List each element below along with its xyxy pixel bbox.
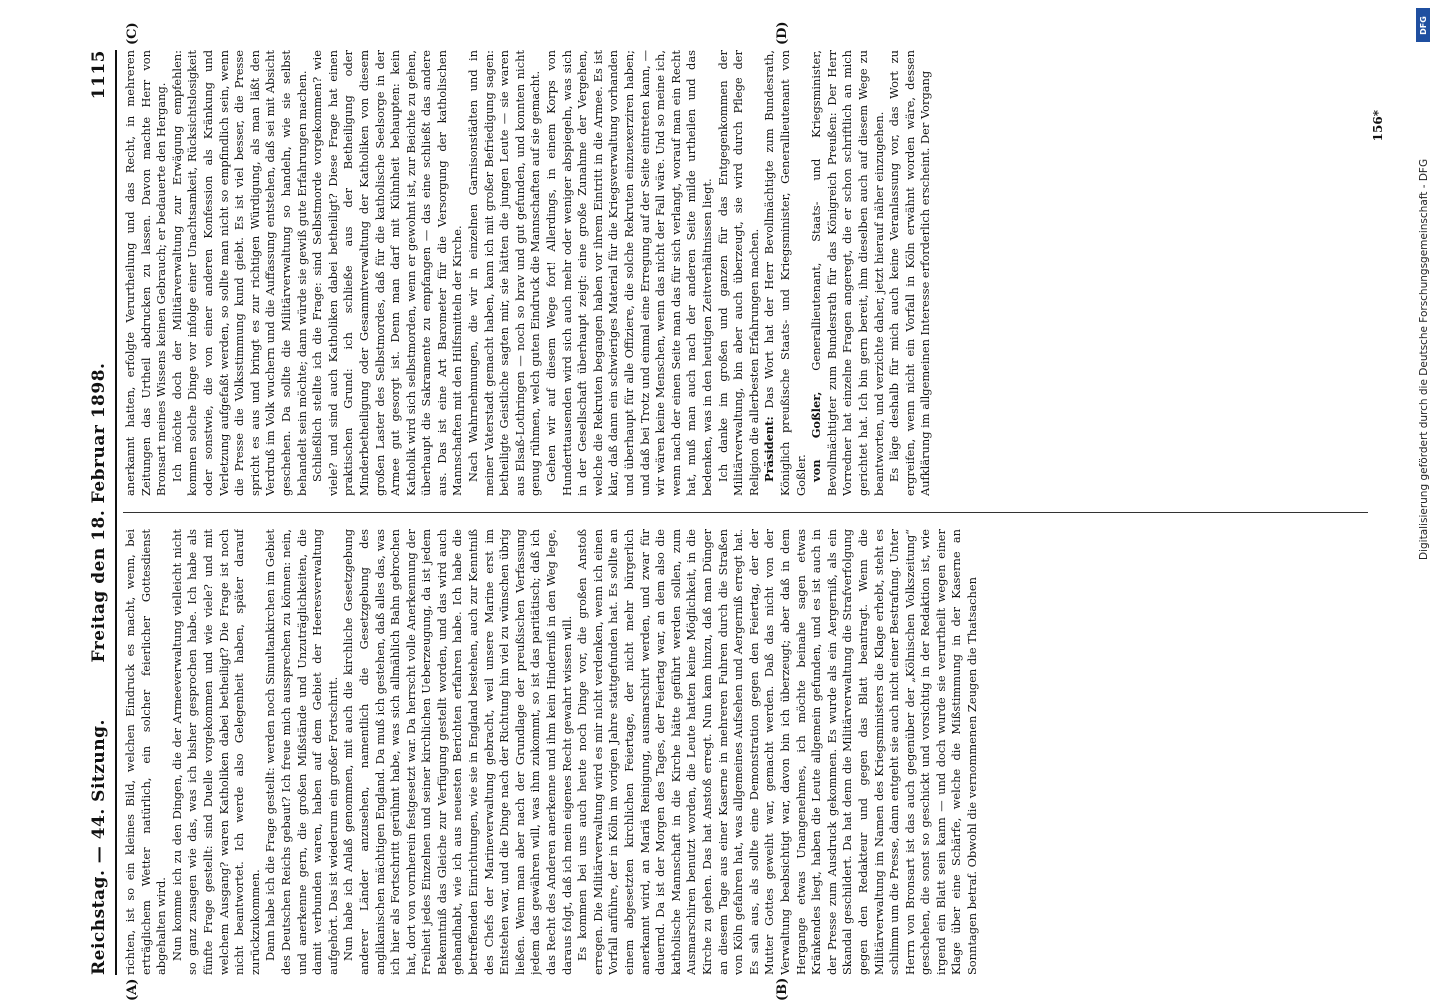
paragraph: Nach Wahrnehmungen, die wir in einzelnen Garnisonstädten und in meiner Vaterstadt gemacht haben, kann ich mit großer Befriedigung sagen: betheiligte Geistliche sagten mir, sie hätten die jungen Leute — sie waren aus Elsaß-Lothringen — noch so brav und gut gefunden, und konnten nicht genug rühmen, welch guten Eindruck die Mannschaften auf sie gemacht. [466, 50, 543, 496]
digitization-credit: Digitalisierung gefördert durch die Deutsche Forschungsgemeinschaft - DFG [1418, 158, 1430, 560]
header-date: Freitag den 18. Februar 1898. [89, 362, 109, 663]
paragraph: Ich danke im großen und ganzen für das Entgegenkommen der Militärverwaltung, bin aber auch überzeugt, sie wird durch Pflege der Religion die allerbesten Erfahrungen machen. [715, 50, 761, 496]
margin-mark-d: (D) [775, 21, 790, 45]
paragraph: Schließlich stellte ich die Frage: sind Selbstmorde vorgekommen? wie viele? und sind auch Katholiken dabei betheiligt? Diese Frage hat einen praktischen Grund: ich schließe aus der Betheiligung oder Minderbetheiligung oder Gesammtverwaltung der Katholiken von diesem großen Laster des Selbstmordes, daß für die katholische Seelsorge in der Armee gut gesorgt ist. Denn man darf mit Kühnheit behaupten: kein Katholik wird sich selbstmorden, wenn er gewohnt ist, zur Beichte zu gehen, überhaupt die Sakramente zu empfangen — das eine schließt das andere aus. Das ist eine Art Barometer für die Versorgung der katholischen Mannschaften mit den Hilfsmitteln der Kirche. [310, 50, 465, 496]
paragraph: richten, ist so ein kleines Bild, welchen Eindruck es macht, wenn, bei erträglichem Wetter natürlich, ein solcher feierlicher Gottesdienst abgehalten wird. [123, 529, 169, 975]
margin-mark-a: (A) [125, 978, 140, 1001]
paragraph: Nun komme ich zu den Dingen, die der Armeeverwaltung vielleicht nicht so ganz zusagen wie das, was ich bisher gesprochen habe. Ich habe als fünfte Frage gestellt: sind Duelle vorgekommen und wie viele? und mit welchem Ausgang? waren Katholiken dabei betheiligt? Die Frage ist noch nicht beantwortet. Ich werde also Gelegenheit haben, später darauf zurückzukommen. [169, 529, 262, 975]
header-left: Reichstag. — 44. Sitzung. [89, 719, 109, 975]
dfg-logo-icon: DFG [1416, 8, 1430, 42]
rotated-page [85, 21, 1385, 1001]
page-number: 1115 [89, 50, 109, 100]
speaker-label: Präsident: [762, 416, 777, 482]
margin-mark-c: (C) [125, 22, 140, 45]
paragraph: Ich möchte doch der Militärverwaltung zur Erwägung empfehlen: kommen solche Dinge vor infolge einer Unachtsamkeit, Rücksichtslosigkeit oder sonstwie, die von einer anderen Konfession als Kränkung und Verletzung aufgefaßt werden, so sollte man nicht so empfindlich sein, wenn die Presse die Volksstimmung kund giebt. Es ist viel besser, die Presse spricht es aus und bringt es zur richtigen Würdigung, als man läßt den Verdruß im Volk wuchern und die Auffassung entstehen, daß sei mit Absicht geschehen. Da sollte die Militärverwaltung so handeln, wie sie selbst behandelt sein möchte; dann würde sie gewiß gute Erfahrungen machen. [169, 50, 309, 496]
speaker-text: Das Wort hat der Herr Bevollmächtigte zum Bundesrath, Königlich preußische Staats- und Kriegsminister, Generallieutenant von Goßler. [762, 50, 808, 496]
paragraph: Es kommen bei uns auch heute noch Dinge vor, die großen Anstoß erregen. Die Militärverwaltung wird es mir nicht verdenken, wenn ich einen Vorfall anführe, der in Köln im vorigen Jahre stattgefunden hat. Es sollte an einem abgesetzten kirchlichen Feiertage, der nicht mehr bürgerlich anerkannt wird, an Mariä Reinigung, ausmarschirt werden, und zwar für dauernd. Da ist der Morgen des Tages, der Feiertag war, an dem also die katholische Mannschaft in die Kirche hätte geführt werden sollen, zum Ausmarschiren benutzt worden, die Leute hatten keine Möglichkeit, in die Kirche zu gehen. Das hat Anstoß erregt. Nun kam hinzu, daß man Dünger an diesem Tage aus einer Kaserne in mehreren Fuhren durch die Straßen von Köln gefahren hat, was allgemeines Aufsehen und Aergerniß erregt hat. Es sah aus, als sollte eine Demonstration gegen den Feiertag, der der Mutter Gottes geweiht war, gemacht werden. Daß das nicht von der Verwaltung beabsichtigt war, davon bin ich überzeugt; aber daß in dem Hergange etwas Unangenehmes, ich möchte beinahe sagen etwas Kränkendes liegt, haben die Leute allgemein gefunden, und es ist auch in der Presse zum Ausdruck gekommen. Es wurde als ein Aergerniß, als ein Skandal geschildert. Da hat denn die Militärverwaltung die Strafverfolgung gegen den Redakteur und gegen das Blatt beantragt. Wenn die Militärverwaltung im Namen des Kriegsministers die Klage erhebt, steht es schlimm um die Presse, dann entgeht sie auch nicht einer Bestrafung. Unter Herrn von Bronsart ist das auch gegenüber der „Kölnischen Volkszeitung“ geschehen, die sonst so geschickt und vorsichtig in der Redaktion ist, wie irgend ein Blatt sein kann — und doch wurde sie verurtheilt wegen einer Klage über eine Schärfe, welche die Mißstimmung in der Kaserne an Sonntagen betraf. Obwohl die vernommenen Zeugen die Thatsachen [575, 529, 980, 975]
page-header [85, 50, 113, 975]
paragraph: anerkannt hatten, erfolgte Verurtheilung und das Recht, in mehreren Zeitungen das Urtheil abdrucken zu lassen. Davon machte Herr von Bronsart meines Wissens keinen Gebrauch; er bedauerte den Hergang. [123, 50, 169, 496]
speaker-label: von Goßler, [809, 391, 824, 482]
paragraph: Es läge deshalb für mich auch keine Veranlassung vor, das Wort zu ergreifen, wenn nicht ein Vorfall in Köln erwähnt worden wäre, dessen Aufklärung im allgemeinen Interesse erforderlich erscheint. Der Vorgang [887, 50, 933, 496]
paragraph: Dann habe ich die Frage gestellt: werden noch Simultankirchen im Gebiet des Deutschen Reichs gebaut? Ich freue mich aussprechen zu können: nein, und anerkenne gern, die großen Mißstände und Unzuträglichkeiten, die damit verbunden waren, haben auf dem Gebiet der Heeresverwaltung aufgehört. Das ist wiederum ein großer Fortschritt. [263, 529, 340, 975]
president-paragraph [762, 50, 809, 496]
header-rule [115, 50, 117, 975]
paragraph: Nun habe ich Anlaß genommen, mit auch die kirchliche Gesetzgebung anderer Länder anzusehen, namentlich die Gesetzgebung des anglikanischen mächtigen England. Da muß ich gestehen, daß alles das, was ich hier als Fortschritt gerühmt habe, was sich allmählich Bahn gebrochen hat, dort von vornherein festgesetzt war. Da herrscht volle Anerkennung der Freiheit jedes Einzelnen und seiner kirchlichen Ueberzeugung, da ist jedem Bekenntniß das Gleiche zur Verfügung gestellt worden, und das wird auch gehandhabt, wie ich aus neuesten Berichten erfahren habe. Ich habe die betreffenden Einrichtungen, wie sie in England bestehen, auch zur Kenntniß des Chefs der Marineverwaltung gebracht, weil unsere Marine erst im Entstehen war, und die Dinge nach der Richtung hin viel zu wünschen übrig ließen. Wenn man aber nach der Grundlage der preußischen Verfassung jedem das gewähren will, was ihm zukommt, so ist das paritätisch; daß ich das Recht des Anderen anerkenne und ihm kein Hinderniß in den Weg lege, daraus folgt, daß ich mein eigenes Recht gewahrt wissen will. [341, 529, 574, 975]
gossler-paragraph [809, 50, 887, 496]
left-column [123, 529, 1368, 975]
signature-mark: 156* [1371, 110, 1385, 142]
speaker-text: Generallieutenant, Staats- und Kriegsminister, Bevollmächtigter zum Bundesrath für das Königreich Preußen: Der Herr Vorredner hat einzelne Fragen angeregt, die er schon schriftlich an mich gerichtet hat. Ich bin gern bereit, ihm dieselben auch auf diesem Wege zu beantworten, und verzichte daher, jetzt hierauf näher einzugehen. [809, 50, 886, 496]
paragraph: Gehen wir auf diesem Wege fort! Allerdings, in einem Korps von Hunderttausenden wird sich auch mehr oder weniger abspiegeln, was sich in der Gesellschaft überhaupt zeigt: eine große Zunahme der Vergehen, welche die Rekruten begangen haben vor ihrem Eintritt in die Armee. Es ist klar, daß dann ein schwieriges Material für die Kriegsverwaltung vorhanden und überhaupt für alle Offiziere, die solche Rekruten einzuexerziren haben; und daß bei Trotz und einmal eine Erregung auf der Seite eintreten kann, — wir wären keine Menschen, wenn das nicht der Fall wäre. Und so meine ich, wenn nach der einen Seite man das für sich verlangt, worauf man ein Recht hat, muß man auch nach der anderen Seite milde urtheilen und das bedenken, was in den heutigen Zeitverhältnissen liegt. [544, 50, 714, 496]
column-divider [123, 512, 1368, 513]
right-column [123, 50, 1368, 496]
margin-mark-b: (B) [775, 977, 790, 1001]
